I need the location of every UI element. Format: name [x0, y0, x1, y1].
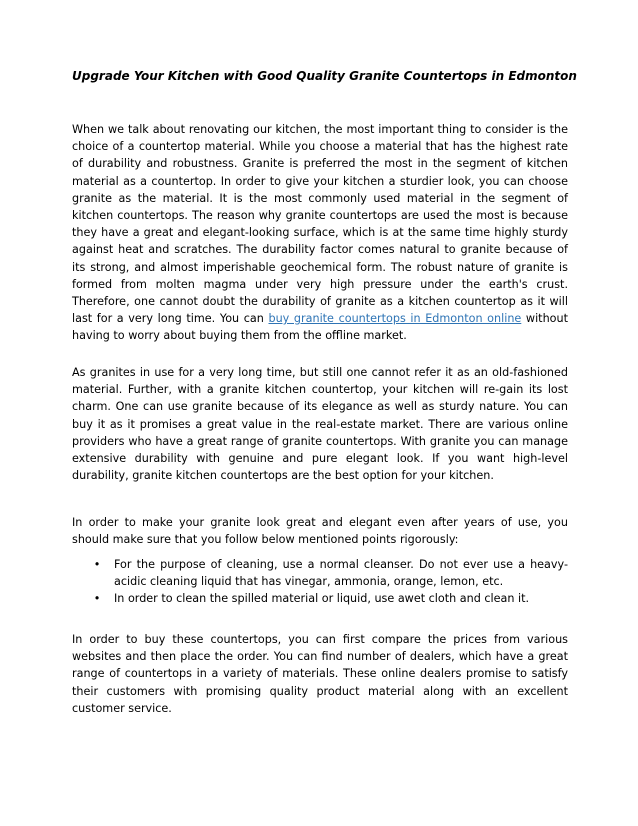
paragraph-maintenance: In order to make your granite look great and elegant even after years of use, you should make sure that you follow below mentioned points rigorously: [72, 516, 568, 547]
bullet-icon: • [93, 592, 101, 606]
list-item-text: In order to clean the spilled material or liquid, use awet cloth and clean it. [114, 592, 530, 606]
list-item [72, 556, 568, 590]
paragraph-intro-text-end: without having to worry about buying them from the offline market. [72, 312, 568, 343]
paragraph-buying: In order to buy these countertops, you can first compare the prices from various websites and then place the order. You can find number of dealers, which have a great range of countertops in a variety of materials. These online dealers promise to satisfy their customers with promising quality product material along with an excellent customer service. [72, 633, 568, 715]
paragraph-old-fashioned: As granites in use for a very long time, but still one cannot refer it as an old-fashioned material. Further, with a granite kitchen countertop, your kitchen will re-gain its lost charm. One can use granite because of its elegance as well as sturdy nature. You can buy it as it promises a great value in the real-estate market. There are various online providers who have a great range of granite countertops. With granite you can manage extensive durability with genuine and pure elegant look. If you want high-level durability, granite kitchen countertops are the best option for your kitchen. [72, 366, 568, 483]
granite-countertops-link[interactable]: buy granite countertops in Edmonton online [268, 312, 522, 326]
paragraph-intro-text: When we talk about renovating our kitchen, the most important thing to consider is the choice of a countertop material. While you choose a material that has the highest rate of durability and robustness. Granite is preferred the most in the segment of kitchen material as a countertop. In order to give your kitchen a sturdier look, you can choose granite as the material. It is the most commonly used material in the segment of kitchen countertops. The reason why granite countertops are used the most is because they have a great and elegant-looking surface, which is at the same time highly sturdy against heat and scratches. The durability factor comes natural to granite because of its strong, and almost imperishable geochemical form. The robust nature of granite is formed from molten magma under very high pressure under the earth's crust. Therefore, one cannot doubt the durability of granite as a kitchen countertop as it will last for a very long time. You can [72, 123, 568, 326]
list-item [72, 590, 568, 607]
list-item-text: For the purpose of cleaning, use a normal cleanser. Do not ever use a heavy-acidic cleaning liquid that has vinegar, ammonia, orange, lemon, etc. [114, 558, 568, 589]
maintenance-bullet-list [72, 556, 568, 608]
bullet-icon: • [93, 558, 101, 571]
paragraph-intro [72, 121, 568, 345]
document-title: Upgrade Your Kitchen with Good Quality Granite Countertops in Edmonton [72, 69, 577, 83]
